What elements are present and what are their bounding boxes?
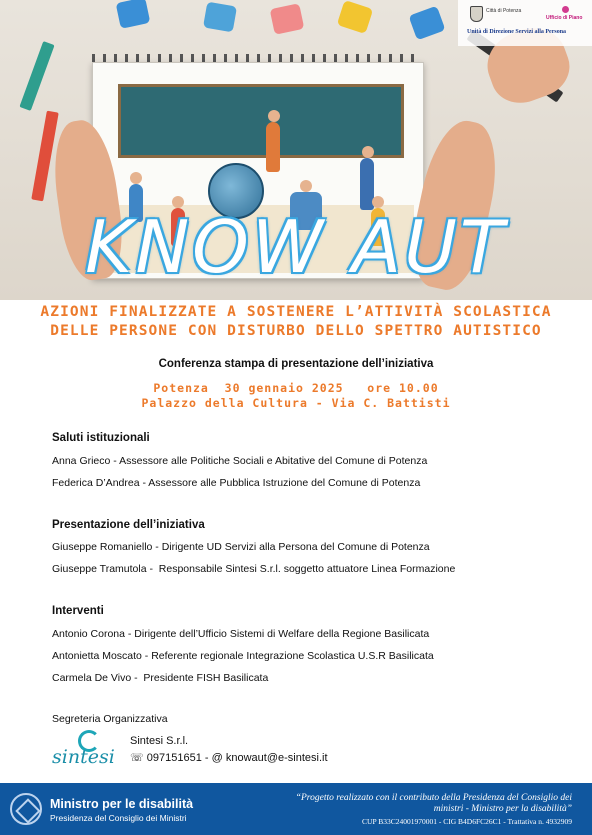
conference-title: Conferenza stampa di presentazione dell’iniziativa <box>158 358 434 370</box>
pencil-icon <box>19 41 54 111</box>
speaker-line: Giuseppe Tramutola - Responsabile Sintesi S.r.l. soggetto attuatore Linea Formazione <box>52 563 456 575</box>
event-venue: Palazzo della Cultura - Via C. Battisti <box>141 396 451 410</box>
adult-head <box>362 146 374 158</box>
sintesi-logo-text: sintesi <box>52 746 115 768</box>
speaker-line: Federica D’Andrea - Assessore alle Pubblica Istruzione del Comune di Potenza <box>52 477 421 489</box>
project-title: KNOW AUT <box>85 205 507 289</box>
speaker-line: Anna Grieco - Assessore alle Politiche Sociali e Abitative del Comune di Potenza <box>52 455 428 467</box>
puzzle-piece-icon <box>337 0 374 34</box>
adult-head <box>300 180 312 192</box>
speaker-line: Carmela De Vivo - Presidente FISH Basilicata <box>52 672 269 684</box>
ministry-name: Ministro per le disabilità <box>50 797 194 811</box>
secretariat-contact: ☏ 097151651 - @ knowaut@e-sintesi.it <box>130 752 328 764</box>
puzzle-piece-icon <box>270 3 305 35</box>
secretariat-name: Sintesi S.r.l. <box>130 735 189 747</box>
italian-republic-emblem-icon <box>10 793 42 825</box>
puzzle-piece-icon <box>203 2 237 33</box>
subtitle-line-2: DELLE PERSONE CON DISTURBO DELLO SPETTRO AUTISTICO <box>50 323 542 339</box>
funding-quote: “Progetto realizzato con il contributo della Presidenza del Consiglio dei ministri - Ministro per la disabilità” <box>295 793 572 814</box>
teacher-head <box>268 110 280 122</box>
secretariat-label: Segreteria Organizzativa <box>52 713 168 725</box>
city-label: Città di Potenza <box>486 8 522 14</box>
unit-label: Unità di Direzione Servizi alla Persona <box>467 29 567 35</box>
puzzle-piece-icon <box>408 6 445 41</box>
chalkboard <box>118 84 404 158</box>
sintesi-logo <box>52 730 122 774</box>
section-heading: Presentazione dell’iniziativa <box>52 519 205 531</box>
presidency-name: Presidenza del Consiglio dei Ministri <box>50 813 187 823</box>
speaker-line: Antonio Corona - Dirigente dell’Ufficio Sistemi di Welfare della Regione Basilicata <box>52 628 430 640</box>
speaker-line: Antonietta Moscato - Referente regionale Integrazione Scolastica U.S.R Basilicata <box>52 650 434 662</box>
section-heading: Saluti istituzionali <box>52 432 150 444</box>
office-label: Ufficio di Piano <box>546 15 583 21</box>
subtitle-line-1: AZIONI FINALIZZATE A SOSTENERE L’ATTIVITÀ SCOLASTICA <box>40 304 552 320</box>
pencil-icon <box>31 111 58 202</box>
event-date-time: Potenza 30 gennaio 2025 ore 10.00 <box>153 381 439 395</box>
ufficio-di-piano-icon <box>562 6 569 13</box>
section-heading: Interventi <box>52 605 104 617</box>
speaker-line: Giuseppe Romaniello - Dirigente UD Servizi alla Persona del Comune di Potenza <box>52 541 430 553</box>
teacher-figure <box>266 122 280 172</box>
project-codes: CUP B33C24001970001 - CIG B4D6FC26C1 - Trattativa n. 4932909 <box>362 817 572 826</box>
child-head <box>130 172 142 184</box>
puzzle-piece-icon <box>116 0 151 29</box>
city-crest-icon <box>470 6 483 22</box>
